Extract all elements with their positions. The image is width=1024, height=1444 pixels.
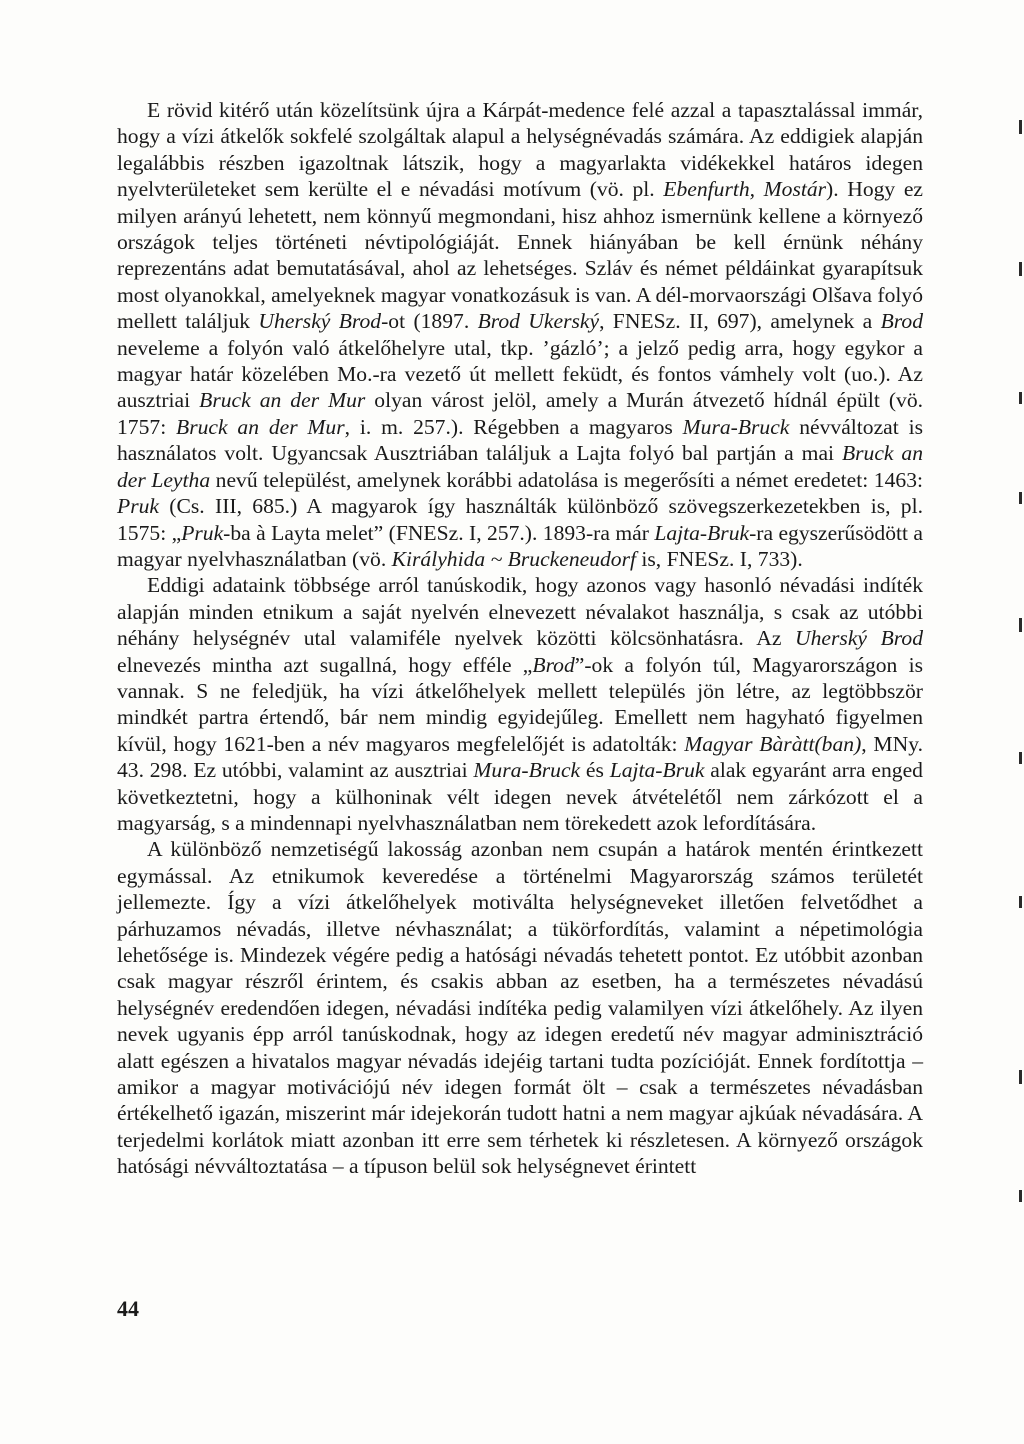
paragraph-1 xyxy=(117,97,923,572)
text-run: neveleme a folyón való átkelőhelyre utal, tkp. ’gázló’; a jelző pedig arra, hogy egykor a magyar határ közelében Mo.-ra vezető út mellett feküdt, és fontos vámhely volt (uo.). Az ausztriai xyxy=(117,335,923,413)
text-run: alak egyaránt arra enged következtetni, hogy a külhoninak vélt idegen nevek átvételétől nem zárkózott el a magyarság, s a mindennapi nyelvhasználatban nem törekedett azok lefordítására. xyxy=(117,758,923,835)
text-run: Eddigi adataink többsége arról tanúskodik, hogy azonos vagy hasonló névadási indíték alapján minden etnikum a saját nyelvén elnevezett névalakot használja, s csak az utóbbi néhány helységnév utal valamiféle nyelvek közötti kölcsönhatásra. Az xyxy=(117,573,923,651)
italic-term: Mura-Bruck xyxy=(682,414,790,439)
italic-term: Uherský Brod xyxy=(258,309,382,334)
italic-term: Brod xyxy=(532,652,575,677)
italic-term: Mura-Bruck xyxy=(473,758,581,783)
text-run: ). Hogy ez milyen arányú lehetett, nem könnyű megmondani, hisz ahhoz ismernünk kellene a környező országok teljes történeti névtipológiáját. Ennek hiányában be kell érnünk néhány reprezentáns adat bemutatásával, ahol az lehetséges. Szláv és német példáinkat gyarapítsuk most olyanokkal, amelyeknek magyar vonatkozásuk is van. A dél-morvaországi Olšava folyó mellett találjuk xyxy=(117,177,923,334)
scan-edge-mark xyxy=(1019,1070,1022,1084)
italic-term: Lajta-Bruk xyxy=(609,758,705,783)
italic-term: Bruck an der Mur xyxy=(199,388,366,413)
italic-term: Pruk xyxy=(117,494,159,519)
paragraph-3 xyxy=(117,836,923,1179)
scan-edge-mark xyxy=(1019,618,1022,632)
text-run: és xyxy=(580,758,610,783)
text-run: -ot (1897. xyxy=(381,309,478,334)
text-run: -ra egyszerűsödött a magyar nyelvhasználatban (vö. xyxy=(117,520,923,571)
paragraph-2 xyxy=(117,572,923,836)
text-run: , FNESz. II, 697), amelynek a xyxy=(599,309,881,334)
italic-term: Brod Ukerský xyxy=(477,309,600,334)
italic-term: Királyhida ~ Bruckeneudorf xyxy=(391,546,636,571)
italic-term: Brod xyxy=(880,309,923,334)
text-run: ”-ok a folyón túl, Magyarországon is vannak. S ne feledjük, ha vízi átkelőhelyek mellett település jön létre, az legtöbbször mindkét partra értendő, bár nem mindig egyidejűleg. Emellett nem hagyható figyelmen kívül, hogy 1621-ben a név magyaros megfelelőjét is adatolták: xyxy=(117,652,923,756)
text-run: elnevezés mintha azt sugallná, hogy efféle „ xyxy=(117,652,533,677)
page-number: 44 xyxy=(117,1296,139,1321)
italic-term: Bruck an der Leytha xyxy=(117,441,923,492)
italic-term: Lajta-Bruk xyxy=(654,520,750,545)
scan-edge-mark xyxy=(1019,262,1022,276)
text-run: névváltozat is használatos volt. Ugyancsak Ausztriában találjuk a Lajta folyó bal partján a mai xyxy=(117,414,923,466)
text-run: -ba à Layta melet” (FNESz. I, 257.). 1893-ra már xyxy=(223,520,655,545)
text-run: , MNy. 43. 298. Ez utóbbi, valamint az ausztriai xyxy=(117,731,923,783)
body-text xyxy=(117,97,923,1180)
italic-term: Bruck an der Mur xyxy=(176,414,345,439)
text-run: olyan várost jelöl, amely a Murán átvezető hídnál épült (vö. 1757: xyxy=(117,388,924,439)
scan-edge-mark xyxy=(1019,1190,1022,1202)
italic-term: Ebenfurth, Mostár xyxy=(663,177,827,202)
text-run: (Cs. III, 685.) A magyarok így használták különböző szövegszerkezetekben is, pl. 1575: „ xyxy=(117,494,923,545)
italic-term: Magyar Bàràtt(ban) xyxy=(684,731,862,756)
scan-edge-mark xyxy=(1019,752,1022,764)
text-run: , i. m. 257.). Régebben a magyaros xyxy=(344,414,683,439)
scan-edge-mark xyxy=(1019,120,1022,134)
italic-term: Uherský Brod xyxy=(795,626,923,651)
text-run: A különböző nemzetiségű lakosság azonban nem csupán a határok mentén érintkezett egymással. Az etnikumok keveredése a történelmi Magyarország számos területét jellemezte. Így a vízi átkelőhelyek motiválta helységneveket illetően felvetődhet a párhuzamos névadás, illetve névhasználat; a tükörfordítás, valamint a népetimológia lehetősége is. Mindezek végére pedig a hatósági névadás tehetett pontot. Ez utóbbit azonban csak magyar részről érintem, és csakis abban az esetben, ha a természetes névadású helységnév eredendően idegen, névadási indítéka pedig valamilyen vízi átkelőhely. Az ilyen nevek ugyanis épp arról tanúskodnak, hogy az idegen eredetű név magyar adminisztráció alatt egészen a hivatalos magyar névadás idejéig tartani tudta pozícióját. Ennek fordítottja – amikor a magyar motivációjú név idegen formát ölt – csak a természetes névadásban értékelhető igazán, miszerint már idejekorán tudott hatni a nem magyar ajkúak névadására. A terjedelmi korlátok miatt azonban itt erre sem térhetek ki részletesen. A környező országok hatósági névváltoztatása – a típuson belül sok helységnevet érintett xyxy=(117,837,923,1179)
scan-edge-mark xyxy=(1019,392,1022,404)
scan-edge-mark xyxy=(1019,896,1022,908)
text-run: E rövid kitérő után közelítsünk újra a Kárpát-medence felé azzal a tapasztalással immár, hogy a vízi átkelők sokfelé szolgáltak alapul a helységnévadás számára. Az eddigiek alapján legalábbis részben igazoltnak látszik, hogy a magyarlakta vidékekkel határos idegen nyelvterületeket sem kerülte el e névadási motívum (vö. pl. xyxy=(117,98,923,202)
scan-edge-mark xyxy=(1019,492,1022,504)
text-run: is, FNESz. I, 733). xyxy=(636,546,803,571)
text-run: nevű települést, amelynek korábbi adatolása is megerősíti a német eredetet: 1463: xyxy=(210,467,923,492)
italic-term: Pruk xyxy=(181,520,224,545)
